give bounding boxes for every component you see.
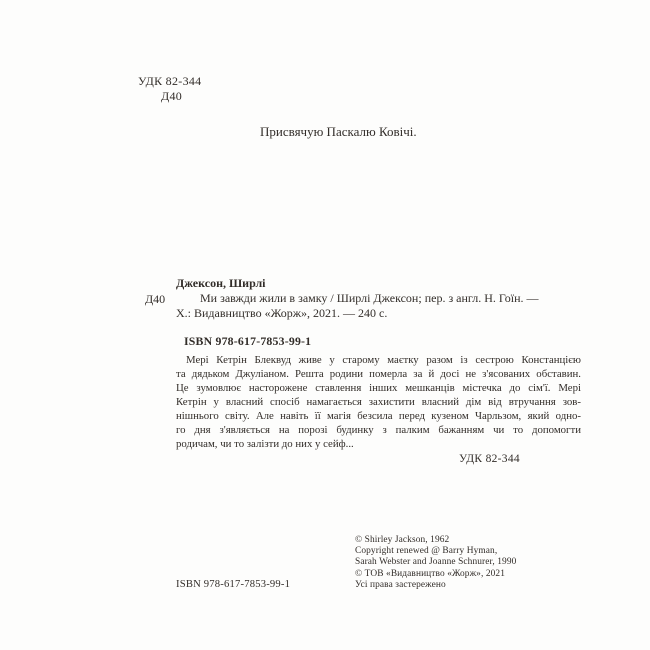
copyright-line: Усі права застережено — [355, 579, 446, 590]
annotation-line: Це зумовлює насторожене ставлення інших мешканців містечка до сім'ї. Мері — [176, 382, 581, 394]
isbn-number: ISBN 978-617-7853-99-1 — [184, 334, 312, 348]
udc-number-repeat: УДК 82-344 — [459, 453, 520, 465]
book-annotation — [176, 353, 581, 451]
annotation-line: та дядьком Джуліаном. Решта родини померла за й досі не з'ясованих обставин. — [176, 368, 581, 380]
copyright-line: © Shirley Jackson, 1962 — [355, 535, 450, 545]
copyright-line: Sarah Webster and Joanne Schnurer, 1990 — [355, 557, 517, 568]
udc-number: УДК 82-344 — [138, 74, 202, 88]
cip-bibliographic-description — [176, 291, 596, 321]
cip-line: Ми завжди жили в замку / Ширлі Джексон; пер. з англ. Н. Гоїн. — — [200, 290, 539, 305]
copyright-line: © ТОВ «Видавництво «Жорж», 2021 — [355, 568, 505, 579]
udc-classification-block — [138, 74, 201, 104]
cip-author-name: Джексон, Ширлі — [176, 276, 266, 290]
annotation-line: Кетрін у власний спосіб намагається захистити власний дім від втручання зов- — [176, 396, 581, 408]
annotation-line: родичам, чи то залізти до них у сейф... — [176, 438, 354, 450]
annotation-line: нішнього світу. Але навіть її магія безсила перед кузеном Чарльзом, який одно- — [176, 410, 581, 422]
copyright-line: Copyright renewed @ Barry Hyman, — [355, 546, 498, 557]
copyright-block — [355, 535, 516, 591]
cip-entry — [176, 276, 596, 320]
dedication-text: Присвячую Паскалю Ковічі. — [260, 124, 417, 139]
annotation-line: Мері Кетрін Блеквуд живе у старому маєтку разом із сестрою Констанцією — [186, 354, 581, 366]
author-sign: Д40 — [161, 89, 183, 103]
isbn-number-bottom: ISBN 978-617-7853-99-1 — [176, 579, 291, 590]
cip-line: Х.: Видавництво «Жорж», 2021. — 240 с. — [176, 305, 388, 320]
cip-author-sign: Д40 — [145, 292, 166, 306]
annotation-line: го дня з'являється на порозі будинку з палким бажанням чи то допомогти — [176, 424, 581, 436]
